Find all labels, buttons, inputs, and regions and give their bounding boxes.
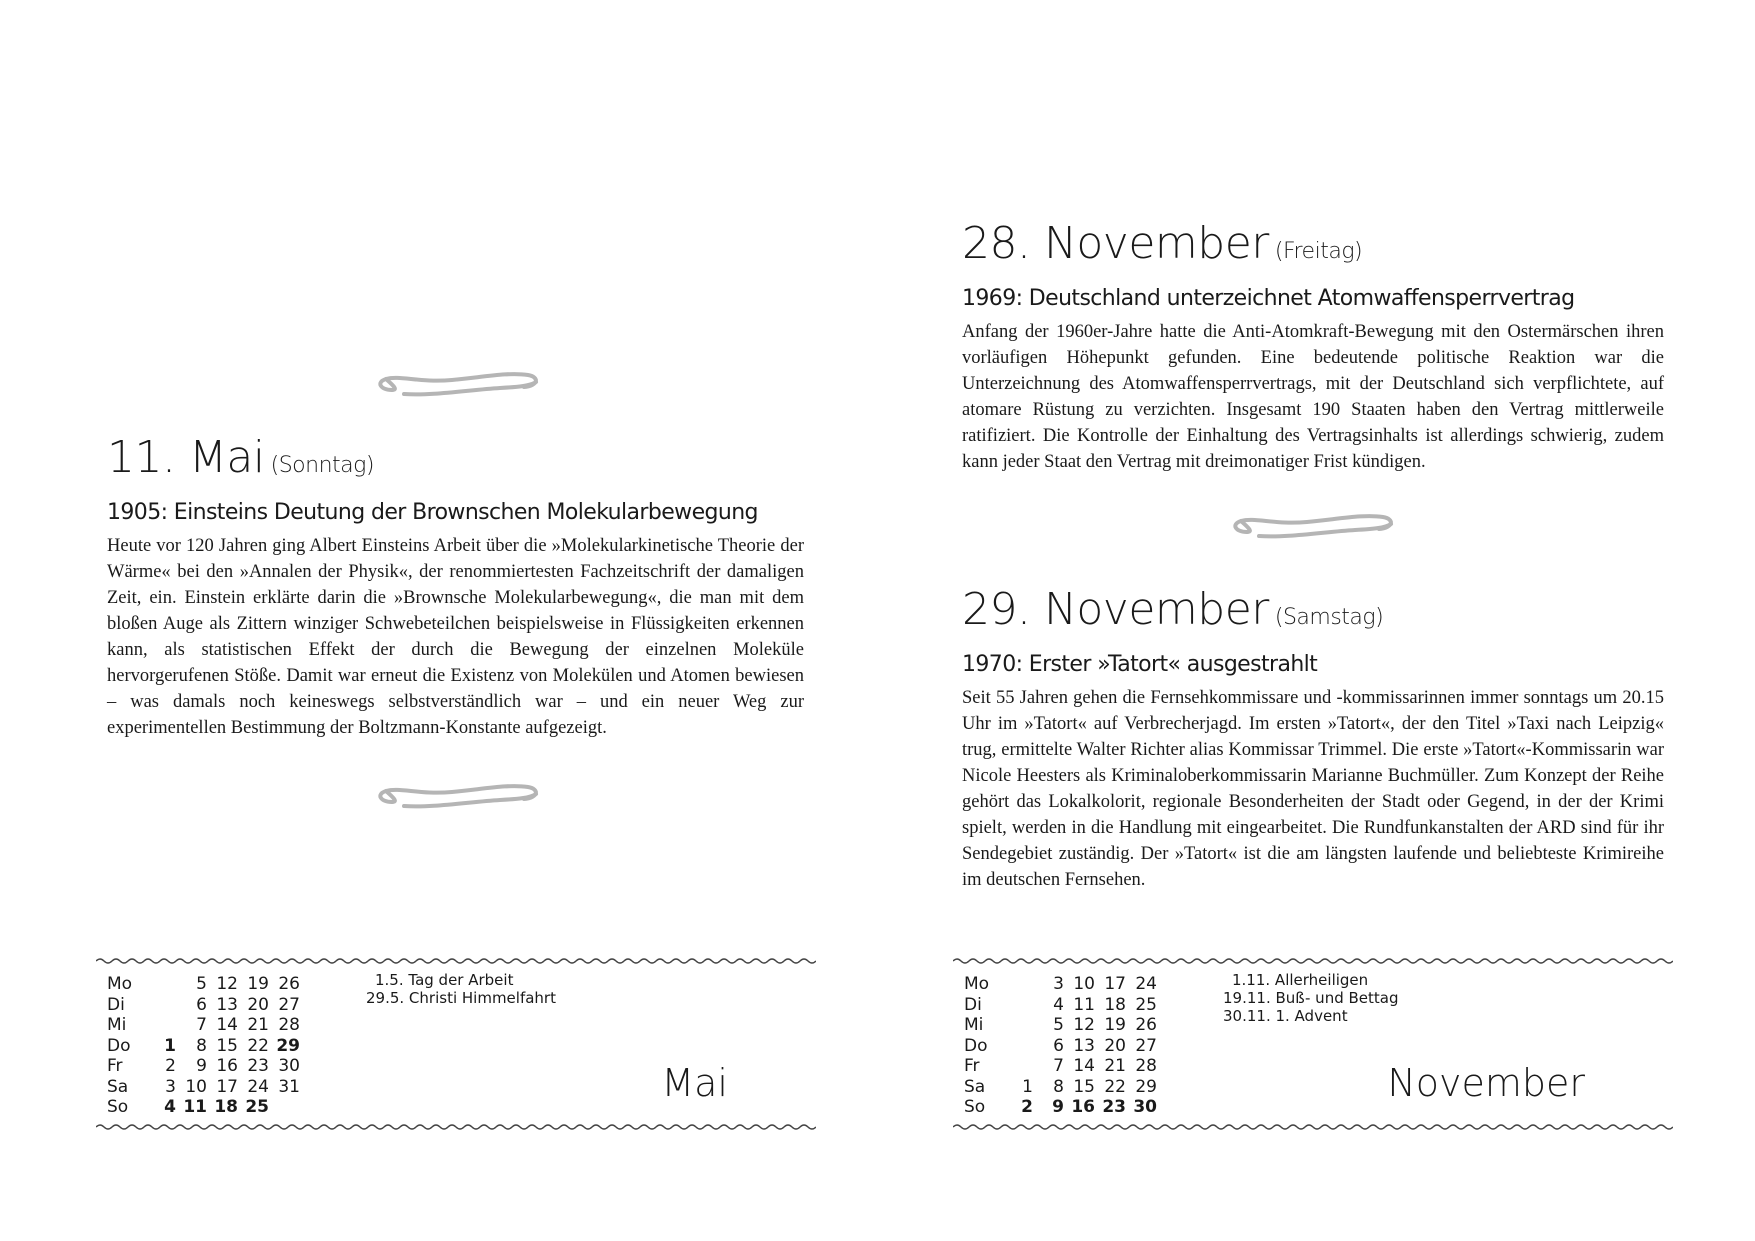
wavy-rule-bottom xyxy=(96,1122,816,1132)
calendar-day: 28 xyxy=(278,1015,300,1035)
calendar-week-row xyxy=(107,995,304,1016)
calendar-day: 24 xyxy=(247,1076,269,1097)
day-entry xyxy=(962,584,1664,893)
calendar-grid xyxy=(964,974,1161,1118)
calendar-weekday-label: Mo xyxy=(107,974,133,994)
day-entry xyxy=(962,218,1664,475)
calendar-day: 1 xyxy=(164,1035,176,1056)
calendar-day: 15 xyxy=(216,1035,238,1056)
holiday-item: 1.5. Tag der Arbeit xyxy=(375,971,514,989)
calendar-day xyxy=(149,995,180,1016)
event-text: Seit 55 Jahren gehen die Fernsehkommissare und -kommissarinnen immer sonntags um 20.15 Uhr im »Tatort« auf Verbrecherjagd. Im ersten »Tatort«, der den Titel »Taxi nach Leipzig« trug, ermittelte Walter Richter alias Kommissar Trimmel. Die erste »Tatort«-Kommissarin war Nicole Heesters als Kriminaloberkommissarin Marianne Buchmüller. Zum Konzept der Reihe gehört das Lokalkolorit, regionale Besonderheiten der Stadt oder Gegend, in der der Krimi spielt, werden in die Handlung mit eingearbeitet. Die Rundfunkanstalten der ARD sind für ihr Sendegebiet zuständig. Der »Tatort« ist die am längsten laufende und beliebteste Krimireihe im deutschen Fernsehen. xyxy=(962,688,1664,890)
entry-date: 11. Mai xyxy=(107,432,265,483)
calendar-weekday-label: Fr xyxy=(964,1056,980,1076)
calendar-day: 21 xyxy=(247,1015,269,1035)
calendar-day: 27 xyxy=(278,994,300,1015)
calendar-day: 25 xyxy=(1135,994,1157,1015)
calendar-day xyxy=(1006,995,1037,1016)
calendar-day: 27 xyxy=(1135,1035,1157,1056)
calendar-day: 3 xyxy=(1053,974,1064,994)
calendar-week-row xyxy=(107,1015,304,1036)
calendar-day: 5 xyxy=(1053,1015,1064,1035)
event-text: Heute vor 120 Jahren ging Albert Einsteins Arbeit über die »Molekularkinetische Theorie der Wärme« bei den »Annalen der Physik«, der renommiertesten Fachzeitschrift der damaligen Zeit, ein. Einstein erklärte darin die »Brownsche Molekularbewegung«, die man mit dem bloßen Auge als Zittern winziger Schwebeteilchen beispielsweise in Flüssigkeiten erkennen kann, als statistischen Effekt der durch die Bewegung der einzelnen Moleküle hervorgerufenen Stöße. Damit war erneut die Existenz von Molekülen und Atomen bewiesen – was damals noch keineswegs selbstverständlich war – und ein neuer Weg zur experimentellen Bestimmung der Boltzmann-Konstante aufgezeigt. xyxy=(107,536,804,738)
entry-date: 29. November xyxy=(962,584,1269,635)
calendar-day: 22 xyxy=(1104,1076,1126,1097)
calendar-day: 17 xyxy=(216,1076,238,1097)
month-calendar xyxy=(96,956,816,1136)
calendar-day: 3 xyxy=(165,1076,176,1097)
calendar-weekday-label: Mi xyxy=(964,1015,984,1035)
calendar-week-row xyxy=(964,995,1161,1016)
entry-date: 28. November xyxy=(962,218,1269,269)
event-text: Anfang der 1960er-Jahre hatte die Anti-Atomkraft-Bewegung mit den Ostermärschen ihren vorläufigen Höhepunkt gefunden. Eine bedeutende politische Reaktion war die Unterzeichnung des Atomwaffensperrvertrags, mit der Deutschland sich verpflichtete, auf atomare Rüstung zu verzichten. Insgesamt 190 Staaten haben den Vertrag mittlerweile ratifiziert. Die Kontrolle der Einhaltung des Vertragsinhalts ist allerdings schwierig, zudem kann jeder Staat den Vertrag mit dreimonatiger Frist kündigen. xyxy=(962,322,1664,472)
calendar-grid xyxy=(107,974,304,1118)
calendar-weekday-label: Mo xyxy=(964,974,990,994)
calendar-day: 17 xyxy=(1104,974,1126,994)
calendar-day: 2 xyxy=(165,1056,176,1076)
calendar-week-row xyxy=(964,1077,1161,1098)
calendar-week-row xyxy=(107,1097,304,1118)
calendar-day: 16 xyxy=(216,1056,238,1076)
calendar-day: 9 xyxy=(1052,1097,1064,1117)
event-title: 1969: Deutschland unterzeichnet Atomwaffensperrvertrag xyxy=(962,286,1575,311)
calendar-day: 23 xyxy=(247,1056,269,1076)
calendar-day: 29 xyxy=(276,1035,300,1056)
calendar-day: 23 xyxy=(1102,1097,1126,1117)
calendar-day xyxy=(1006,1015,1037,1036)
calendar-day: 12 xyxy=(1073,1015,1095,1035)
entry-weekday: (Sonntag) xyxy=(270,453,374,478)
calendar-day: 31 xyxy=(278,1076,300,1097)
month-calendar xyxy=(953,956,1673,1136)
calendar-weekday-label: Di xyxy=(107,994,125,1015)
calendar-day: 14 xyxy=(216,1015,238,1035)
calendar-day: 10 xyxy=(185,1076,207,1097)
calendar-week-row xyxy=(964,1056,1161,1077)
calendar-day: 8 xyxy=(1053,1076,1064,1097)
flourish-ornament-top xyxy=(372,366,544,400)
calendar-day: 9 xyxy=(196,1056,207,1076)
calendar-day xyxy=(149,974,180,995)
holiday-list xyxy=(366,971,556,1007)
wavy-rule-top xyxy=(953,956,1673,966)
entry-weekday: (Samstag) xyxy=(1274,605,1384,630)
calendar-month-name: Mai xyxy=(661,1061,728,1105)
calendar-day: 30 xyxy=(1133,1097,1157,1117)
calendar-day xyxy=(273,1097,304,1118)
day-entry xyxy=(107,432,804,741)
event-title: 1970: Erster »Tatort« ausgestrahlt xyxy=(962,652,1318,677)
calendar-day: 26 xyxy=(1135,1015,1157,1035)
calendar-day: 6 xyxy=(1053,1035,1064,1056)
calendar-weekday-label: Do xyxy=(964,1035,988,1056)
wavy-rule-bottom xyxy=(953,1122,1673,1132)
calendar-day: 20 xyxy=(1104,1035,1126,1056)
holiday-item: 29.5. Christi Himmelfahrt xyxy=(366,989,556,1007)
wavy-rule-top xyxy=(96,956,816,966)
calendar-day: 25 xyxy=(245,1097,269,1117)
calendar-day: 5 xyxy=(196,974,207,994)
entry-date-heading xyxy=(107,432,804,483)
right-page xyxy=(877,0,1754,1241)
calendar-day: 7 xyxy=(1053,1056,1064,1076)
holiday-list xyxy=(1223,971,1398,1025)
entry-date-heading xyxy=(962,218,1664,269)
calendar-day: 21 xyxy=(1104,1056,1126,1076)
calendar-weekday-label: So xyxy=(107,1097,129,1117)
flourish-ornament-middle xyxy=(1227,508,1399,542)
calendar-week-row xyxy=(964,1036,1161,1057)
holiday-item: 19.11. Buß- und Bettag xyxy=(1223,989,1399,1007)
calendar-day: 10 xyxy=(1073,974,1095,994)
calendar-day: 6 xyxy=(196,994,207,1015)
calendar-month-name: November xyxy=(1387,1061,1585,1105)
calendar-weekday-label: Di xyxy=(964,994,982,1015)
left-page xyxy=(0,0,877,1241)
calendar-day: 24 xyxy=(1135,974,1157,994)
calendar-weekday-label: Mi xyxy=(107,1015,127,1035)
calendar-day: 2 xyxy=(1021,1097,1033,1117)
calendar-week-row xyxy=(964,974,1161,995)
calendar-week-row xyxy=(964,1015,1161,1036)
calendar-week-row xyxy=(107,1056,304,1077)
event-title: 1905: Einsteins Deutung der Brownschen Molekularbewegung xyxy=(107,500,758,525)
calendar-day: 12 xyxy=(216,974,238,994)
entry-date-heading xyxy=(962,584,1664,635)
calendar-day: 18 xyxy=(1104,994,1126,1015)
calendar-day: 8 xyxy=(196,1035,207,1056)
calendar-day: 18 xyxy=(214,1097,238,1117)
calendar-week-row xyxy=(964,1097,1161,1118)
calendar-weekday-label: Sa xyxy=(107,1076,129,1097)
calendar-day xyxy=(1006,1056,1037,1077)
entry-weekday: (Freitag) xyxy=(1274,239,1363,264)
calendar-day: 13 xyxy=(216,994,238,1015)
calendar-weekday-label: Do xyxy=(107,1035,131,1056)
calendar-day: 22 xyxy=(247,1035,269,1056)
calendar-week-row xyxy=(107,974,304,995)
holiday-item: 30.11. 1. Advent xyxy=(1223,1007,1348,1025)
calendar-day: 29 xyxy=(1135,1076,1157,1097)
holiday-item: 1.11. Allerheiligen xyxy=(1232,971,1369,989)
calendar-day: 16 xyxy=(1071,1097,1095,1117)
calendar-day: 15 xyxy=(1073,1076,1095,1097)
calendar-weekday-label: Sa xyxy=(964,1076,986,1097)
calendar-day xyxy=(1006,974,1037,995)
calendar-day xyxy=(149,1015,180,1036)
calendar-day: 19 xyxy=(247,974,269,994)
calendar-day: 30 xyxy=(278,1056,300,1076)
flourish-ornament-bottom xyxy=(372,778,544,812)
calendar-day: 11 xyxy=(183,1097,207,1117)
calendar-day: 7 xyxy=(196,1015,207,1035)
calendar-week-row xyxy=(107,1077,304,1098)
calendar-day xyxy=(1006,1036,1037,1057)
calendar-day: 26 xyxy=(278,974,300,994)
calendar-day: 14 xyxy=(1073,1056,1095,1076)
calendar-day: 1 xyxy=(1022,1076,1033,1097)
calendar-day: 4 xyxy=(1053,994,1064,1015)
calendar-day: 28 xyxy=(1135,1056,1157,1076)
calendar-weekday-label: So xyxy=(964,1097,986,1117)
calendar-day: 4 xyxy=(164,1097,176,1117)
calendar-day: 11 xyxy=(1073,994,1095,1015)
calendar-day: 13 xyxy=(1073,1035,1095,1056)
calendar-day: 19 xyxy=(1104,1015,1126,1035)
calendar-weekday-label: Fr xyxy=(107,1056,123,1076)
calendar-day: 20 xyxy=(247,994,269,1015)
calendar-week-row xyxy=(107,1036,304,1057)
